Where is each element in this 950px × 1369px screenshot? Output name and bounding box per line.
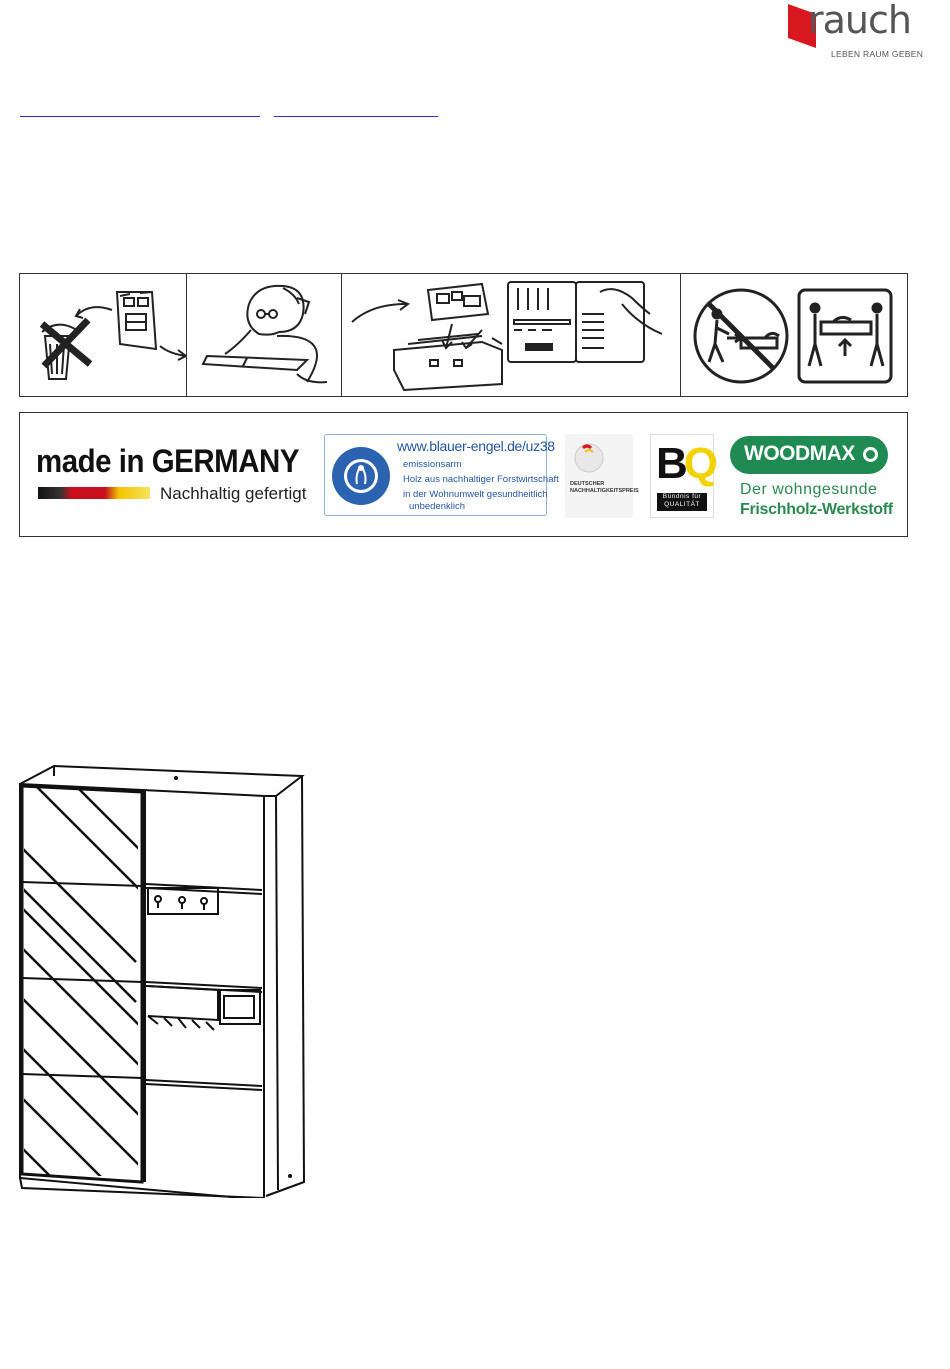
bq-logo-icon: BQ: [656, 439, 715, 488]
blauer-engel-badge: [324, 434, 559, 516]
bq-badge: [650, 434, 714, 518]
instruction-panel-two-people: [681, 274, 907, 396]
nachhaltigkeitspreis-badge: [565, 434, 639, 518]
woodmax-logo: [730, 436, 888, 474]
woodmax-line-1: Der wohngesunde: [740, 481, 878, 498]
keep-documents-icon: [342, 274, 680, 396]
blauer-engel-url: www.blauer-engel.de/uz38: [397, 438, 555, 454]
instruction-panel-keep-documents: [342, 274, 681, 396]
blauer-engel-point: in der Wohnumwelt gesundheitlich: [403, 489, 548, 500]
certification-banner: [19, 412, 908, 537]
blauer-engel-seal-icon: [331, 440, 391, 512]
logo-tagline: LEBEN RAUM GEBEN: [831, 49, 924, 59]
instruction-strip: [19, 273, 908, 397]
read-manual-icon: [187, 274, 341, 396]
instruction-panel-read-manual: [187, 274, 342, 396]
wardrobe-illustration: [16, 762, 310, 1198]
woodmax-line-2: Frischholz-Werkstoff: [740, 501, 893, 518]
instruction-panel-no-trash: [20, 274, 187, 396]
blauer-engel-point: Holz aus nachhaltiger Forstwirtschaft: [403, 474, 559, 485]
document-link-1[interactable]: [20, 101, 260, 117]
logo-wordmark: rauch: [808, 0, 911, 42]
german-flag-stripe-icon: [38, 487, 150, 499]
blauer-engel-point: unbedenklich: [409, 501, 465, 512]
woodmax-dot-icon: [863, 447, 878, 462]
woodmax-name: WOODMAX: [744, 442, 855, 465]
no-trash-icon: [20, 274, 186, 396]
bq-band-text: Bündnis für QUALITÄT: [657, 493, 707, 511]
blauer-engel-point: emissionsarm: [403, 459, 462, 470]
nachhaltigkeitspreis-title: DEUTSCHER NACHHALTIGKEITSPREIS: [570, 481, 639, 494]
rauch-logo: [786, 0, 924, 62]
handle-with-two-people-icon: [681, 274, 907, 396]
made-in-germany-title: made in GERMANY: [36, 443, 300, 479]
made-in-germany-subtitle: Nachhaltig gefertigt: [160, 484, 307, 503]
document-link-2[interactable]: [274, 101, 438, 117]
award-sphere-icon: [565, 434, 633, 480]
